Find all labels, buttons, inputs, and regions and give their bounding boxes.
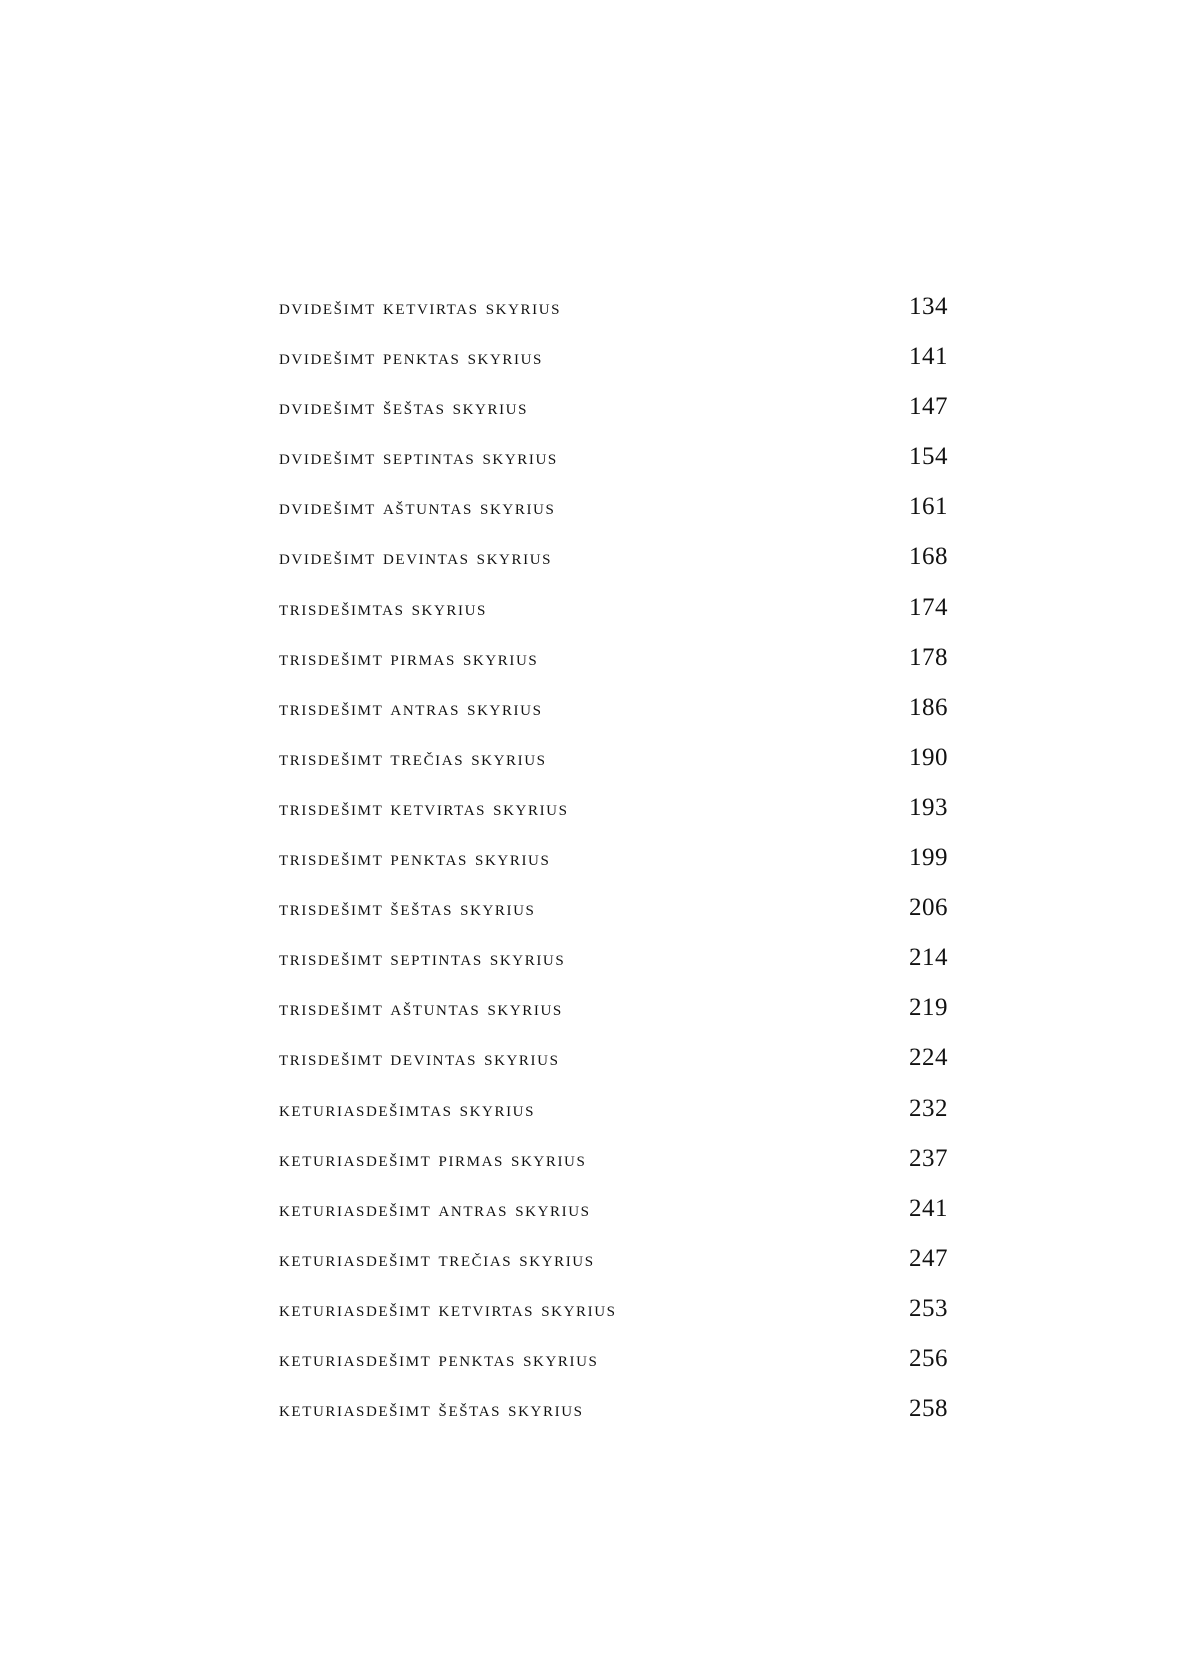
toc-entry[interactable] bbox=[279, 594, 948, 644]
toc-entry-page: 256 bbox=[909, 1344, 948, 1372]
toc-entry-page: 190 bbox=[909, 743, 948, 771]
toc-entry[interactable] bbox=[279, 994, 948, 1044]
toc-entry[interactable] bbox=[279, 694, 948, 744]
toc-entry-page: 199 bbox=[909, 844, 948, 872]
toc-entry-page: 258 bbox=[909, 1395, 948, 1423]
toc-entry-page: 154 bbox=[909, 443, 948, 471]
toc-entry-title: keturiasdešimt trečias skyrius bbox=[279, 1245, 595, 1271]
toc-entry-title: dvidešimt devintas skyrius bbox=[279, 544, 553, 570]
toc-entry-page: 206 bbox=[909, 894, 948, 922]
toc-entry[interactable] bbox=[279, 393, 948, 443]
toc-entry-title: dvidešimt ketvirtas skyrius bbox=[279, 294, 562, 319]
toc-entry-page: 174 bbox=[909, 593, 948, 621]
toc-entry-page: 214 bbox=[909, 944, 948, 972]
toc-entry-page: 237 bbox=[909, 1144, 948, 1172]
toc-entry-title: keturiasdešimt antras skyrius bbox=[279, 1195, 591, 1221]
toc-entry[interactable] bbox=[279, 1295, 948, 1345]
toc-entry[interactable] bbox=[279, 894, 948, 944]
toc-entry-page: 224 bbox=[909, 1044, 948, 1072]
toc-entry-title: trisdešimt ketvirtas skyrius bbox=[279, 794, 569, 820]
toc-entry[interactable] bbox=[279, 293, 948, 343]
toc-entry-title: trisdešimt antras skyrius bbox=[279, 694, 543, 720]
toc-entry[interactable] bbox=[279, 443, 948, 493]
toc-entry-title: trisdešimtas skyrius bbox=[279, 594, 487, 620]
toc-entry[interactable] bbox=[279, 744, 948, 794]
toc-entry-title: keturiasdešimt pirmas skyrius bbox=[279, 1145, 587, 1171]
toc-entry[interactable] bbox=[279, 343, 948, 393]
toc-entry-title: trisdešimt šeštas skyrius bbox=[279, 895, 536, 921]
toc-entry-title: trisdešimt pirmas skyrius bbox=[279, 644, 539, 670]
toc-entry-page: 168 bbox=[909, 543, 948, 571]
toc-entry[interactable] bbox=[279, 1195, 948, 1245]
toc-entry-page: 241 bbox=[909, 1194, 948, 1222]
toc-entry[interactable] bbox=[279, 1395, 948, 1445]
toc-entry-title: dvidešimt šeštas skyrius bbox=[279, 394, 529, 420]
toc-entry-title: dvidešimt aštuntas skyrius bbox=[279, 494, 556, 520]
toc-entry-page: 134 bbox=[909, 293, 948, 320]
toc-entry[interactable] bbox=[279, 944, 948, 994]
toc-entry[interactable] bbox=[279, 1245, 948, 1295]
toc-entry-page: 219 bbox=[909, 994, 948, 1022]
toc-entry-page: 232 bbox=[909, 1094, 948, 1122]
toc-entry[interactable] bbox=[279, 1095, 948, 1145]
toc-entry-title: trisdešimt septintas skyrius bbox=[279, 945, 566, 971]
toc-entry[interactable] bbox=[279, 1044, 948, 1094]
toc-entry-title: keturiasdešimt ketvirtas skyrius bbox=[279, 1295, 617, 1321]
toc-entry[interactable] bbox=[279, 543, 948, 593]
toc-entry-page: 178 bbox=[909, 643, 948, 671]
toc-entry[interactable] bbox=[279, 1345, 948, 1395]
toc-entry[interactable] bbox=[279, 844, 948, 894]
toc-entry-page: 247 bbox=[909, 1244, 948, 1272]
toc-entry-title: keturiasdešimt šeštas skyrius bbox=[279, 1396, 584, 1422]
toc-entry[interactable] bbox=[279, 644, 948, 694]
table-of-contents bbox=[279, 293, 948, 1445]
toc-entry-page: 186 bbox=[909, 693, 948, 721]
toc-entry-title: dvidešimt penktas skyrius bbox=[279, 344, 543, 370]
toc-entry-page: 193 bbox=[909, 793, 948, 821]
toc-entry-title: trisdešimt penktas skyrius bbox=[279, 845, 551, 871]
toc-entry-title: trisdešimt aštuntas skyrius bbox=[279, 995, 563, 1021]
toc-entry-page: 141 bbox=[909, 343, 948, 371]
toc-entry-title: keturiasdešimtas skyrius bbox=[279, 1095, 536, 1121]
toc-entry-page: 147 bbox=[909, 393, 948, 421]
toc-entry-page: 253 bbox=[909, 1294, 948, 1322]
toc-entry-title: keturiasdešimt penktas skyrius bbox=[279, 1345, 599, 1371]
toc-entry[interactable] bbox=[279, 794, 948, 844]
toc-entry-title: trisdešimt devintas skyrius bbox=[279, 1045, 560, 1071]
toc-entry-title: dvidešimt septintas skyrius bbox=[279, 444, 558, 470]
toc-entry[interactable] bbox=[279, 493, 948, 543]
toc-entry[interactable] bbox=[279, 1145, 948, 1195]
toc-entry-title: trisdešimt trečias skyrius bbox=[279, 744, 547, 770]
toc-entry-page: 161 bbox=[909, 493, 948, 521]
